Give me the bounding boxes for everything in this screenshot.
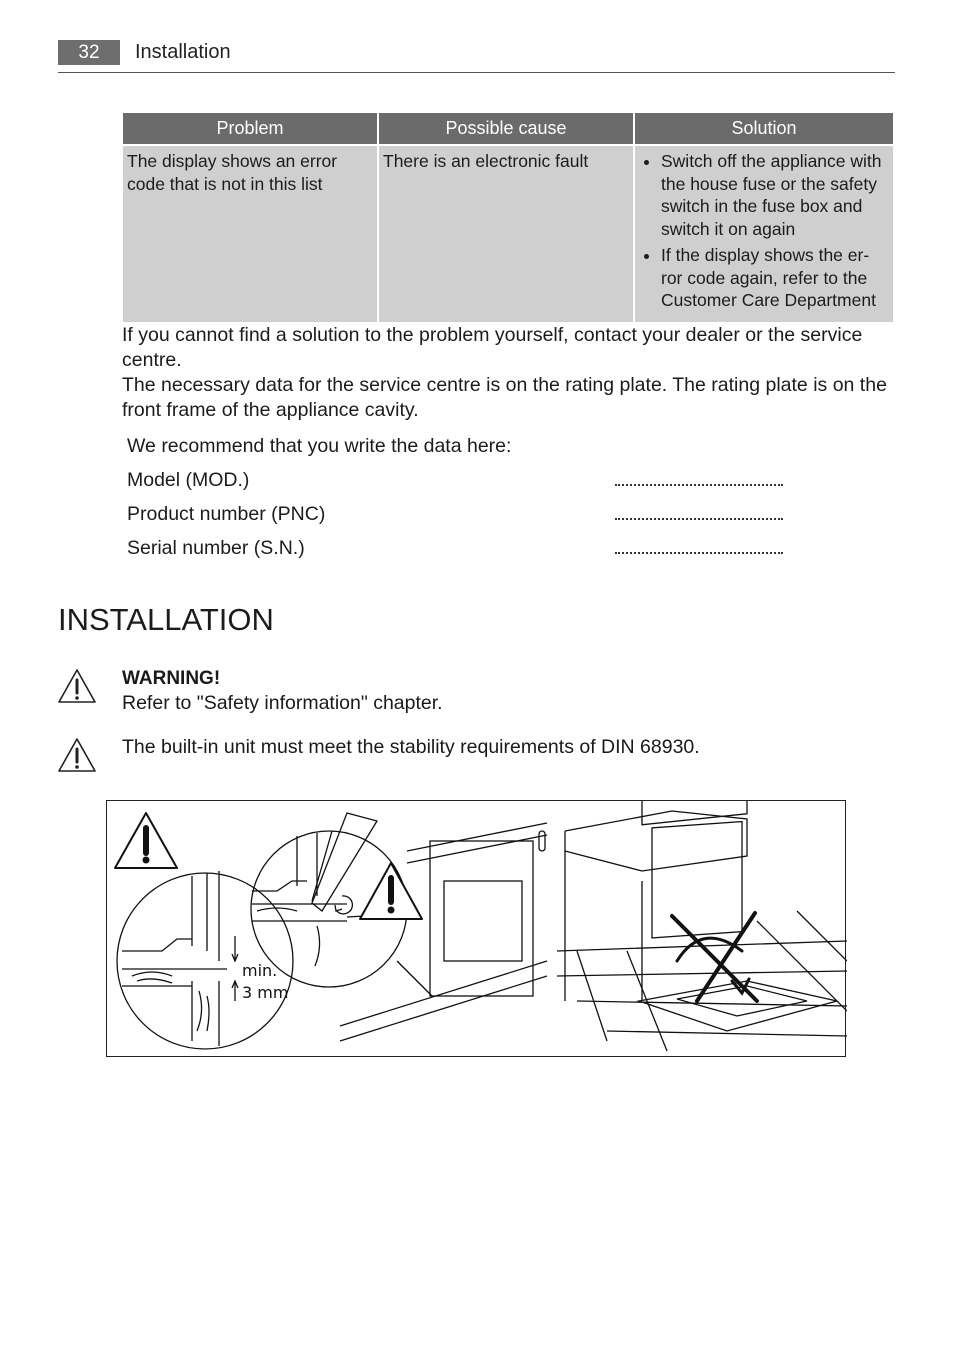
service-paragraph-1: If you cannot find a solution to the problem yourself, contact your dealer or the service centre.: [122, 324, 863, 371]
cell-cause: There is an electronic fault: [379, 146, 633, 322]
solution-list: [639, 150, 889, 312]
table-row: [123, 146, 893, 322]
field-product-number: [127, 502, 787, 527]
field-serial-number: [127, 536, 787, 561]
warning-text: Refer to "Safety information" chapter.: [122, 692, 443, 714]
service-paragraph-2: The necessary data for the service centre is on the rating plate. The rating plate is on the front frame of the appliance cavity.: [122, 374, 887, 421]
warning-triangle-icon: [57, 737, 97, 773]
recommend-text: We recommend that you write the data here:: [127, 435, 512, 457]
installation-heading: INSTALLATION: [58, 602, 274, 637]
gap-label-line2: 3 mm: [242, 983, 289, 1002]
field-label-sn: Serial number (S.N.): [127, 537, 305, 559]
solution-item: • Switch off the appliance with the house fuse or the safety switch in the fuse box and switch it on again: [661, 150, 889, 240]
page-number: 32: [58, 40, 120, 65]
gap-label-line1: min.: [242, 961, 278, 980]
cell-solution: [635, 146, 893, 322]
field-model: [127, 468, 787, 493]
built-in-oven: [340, 823, 547, 1041]
page-header: [58, 40, 895, 73]
solution-item: • If the display shows the er-ror code again, refer to the Customer Care Department: [661, 244, 889, 312]
warning-triangle-icon: [57, 668, 97, 704]
stability-text: The built-in unit must meet the stability requirements of DIN 68930.: [122, 736, 700, 758]
field-label-model: Model (MOD.): [127, 469, 250, 491]
field-label-pnc: Product number (PNC): [127, 503, 326, 525]
prohibited-cross-icon: [672, 913, 757, 1001]
column-header-solution: Solution: [635, 113, 893, 144]
column-header-cause: Possible cause: [379, 113, 633, 144]
dotted-line: [615, 468, 783, 486]
table-header-row: [123, 113, 893, 144]
installation-illustration: [106, 800, 846, 1057]
dotted-line: [615, 502, 783, 520]
warning-triangle-icon: [360, 863, 422, 919]
cell-problem: The display shows an error code that is not in this list: [123, 146, 377, 322]
troubleshooting-table: [121, 111, 895, 324]
warning-triangle-icon: [115, 813, 177, 868]
dotted-line: [615, 536, 783, 554]
column-header-problem: Problem: [123, 113, 377, 144]
oven-open-door: [557, 801, 847, 1051]
installation-drawing: [107, 801, 847, 1058]
section-title: Installation: [135, 41, 231, 63]
warning-title: WARNING!: [122, 668, 221, 689]
